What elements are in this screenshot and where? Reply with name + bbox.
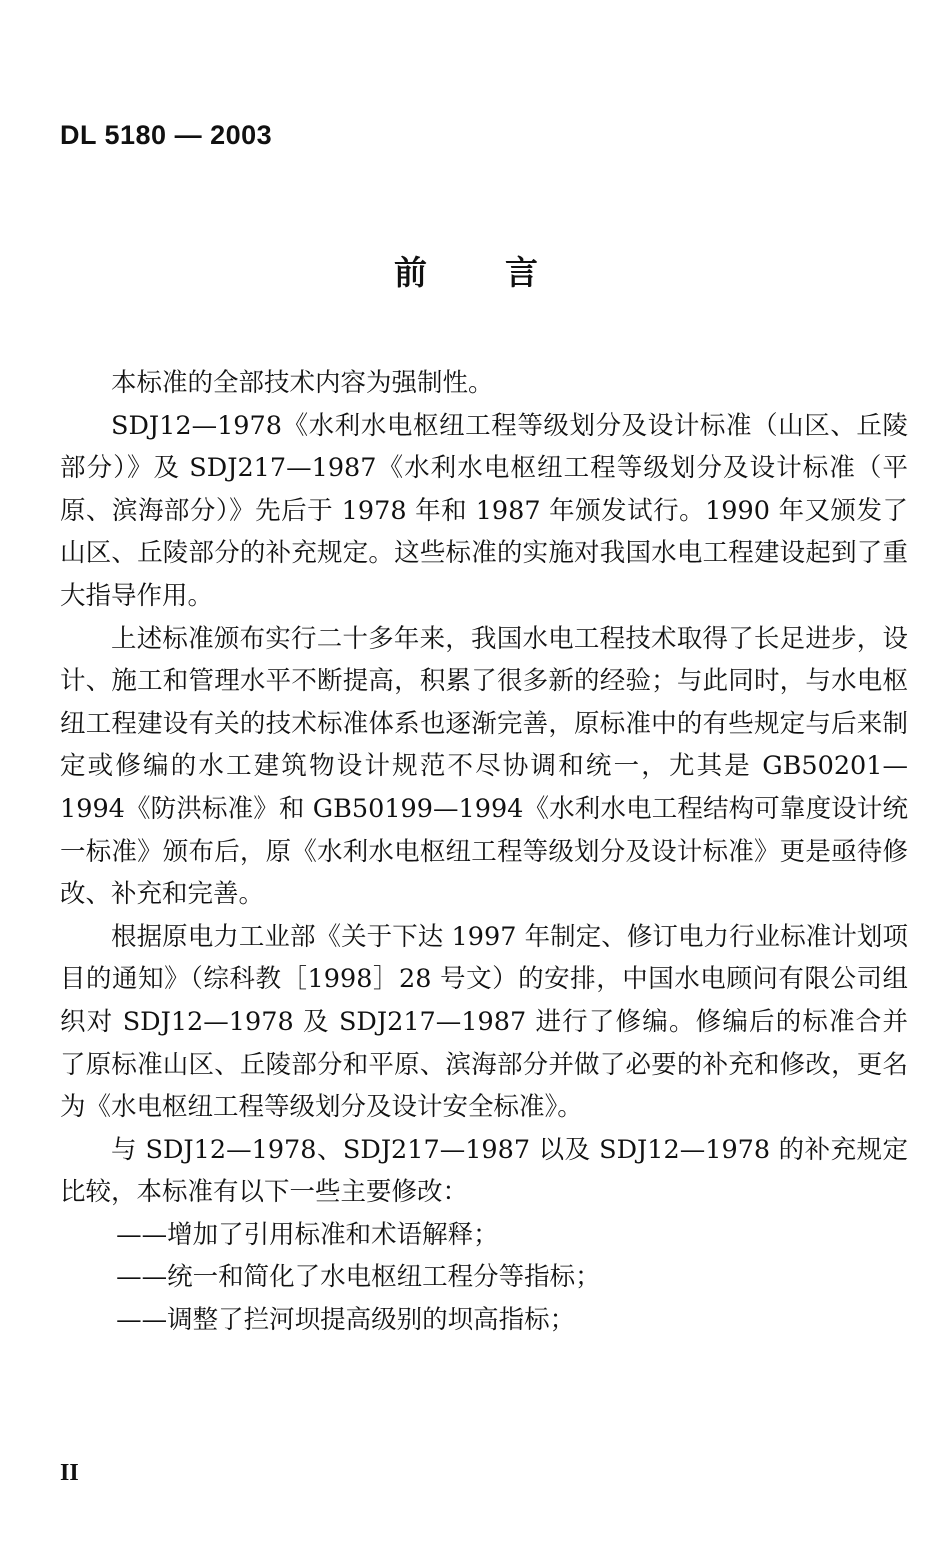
standard-code: DL 5180 — 2003 [60, 120, 273, 150]
list-item: ——统一和简化了水电枢纽工程分等指标； [116, 1262, 601, 1293]
page-title: 前言 [394, 253, 616, 292]
list-item: ——增加了引用标准和术语解释； [116, 1219, 499, 1250]
paragraph: 与 SDJ12—1978、SDJ217—1987 以及 SDJ12—1978 的补充规定比较，本标准有以下一些主要修改： [60, 1134, 908, 1208]
paragraph: SDJ12—1978《水利水电枢纽工程等级划分及设计标准（山区、丘陵部分）》及 SDJ217—1987《水利水电枢纽工程等级划分及设计标准（平原、滨海部分）》先后于 1978 年和 1987 年颁发试行。1990 年又颁发了山区、丘陵部分的补充规定。这些标准的实施对我国水电工程建设起到了重大指导作用。 [60, 410, 908, 611]
paragraph: 上述标准颁布实行二十多年来，我国水电工程技术取得了长足进步，设计、施工和管理水平不断提高，积累了很多新的经验；与此同时，与水电枢纽工程建设有关的技术标准体系也逐渐完善，原标准中的有些规定与后来制定或修编的水工建筑物设计规范不尽协调和统一，尤其是 GB50201—1994《防洪标准》和 GB50199—1994《水利水电工程结构可靠度设计统一标准》颁布后，原《水利水电枢纽工程等级划分及设计标准》更是亟待修改、补充和完善。 [60, 623, 908, 910]
paragraph: 本标准的全部技术内容为强制性。 [111, 368, 494, 398]
list-item: ——调整了拦河坝提高级别的坝高指标； [116, 1305, 576, 1336]
page-number: II [60, 1460, 79, 1486]
document-body [60, 362, 908, 1342]
paragraph: 根据原电力工业部《关于下达 1997 年制定、修订电力行业标准计划项目的通知》（综科教［1998］28 号文）的安排，中国水电顾问有限公司组织对 SDJ12—1978 及 SDJ217—1987 进行了修编。修编后的标准合并了原标准山区、丘陵部分和平原、滨海部分并做了必要的补充和修改，更名为《水电枢纽工程等级划分及设计安全标准》。 [60, 921, 908, 1123]
